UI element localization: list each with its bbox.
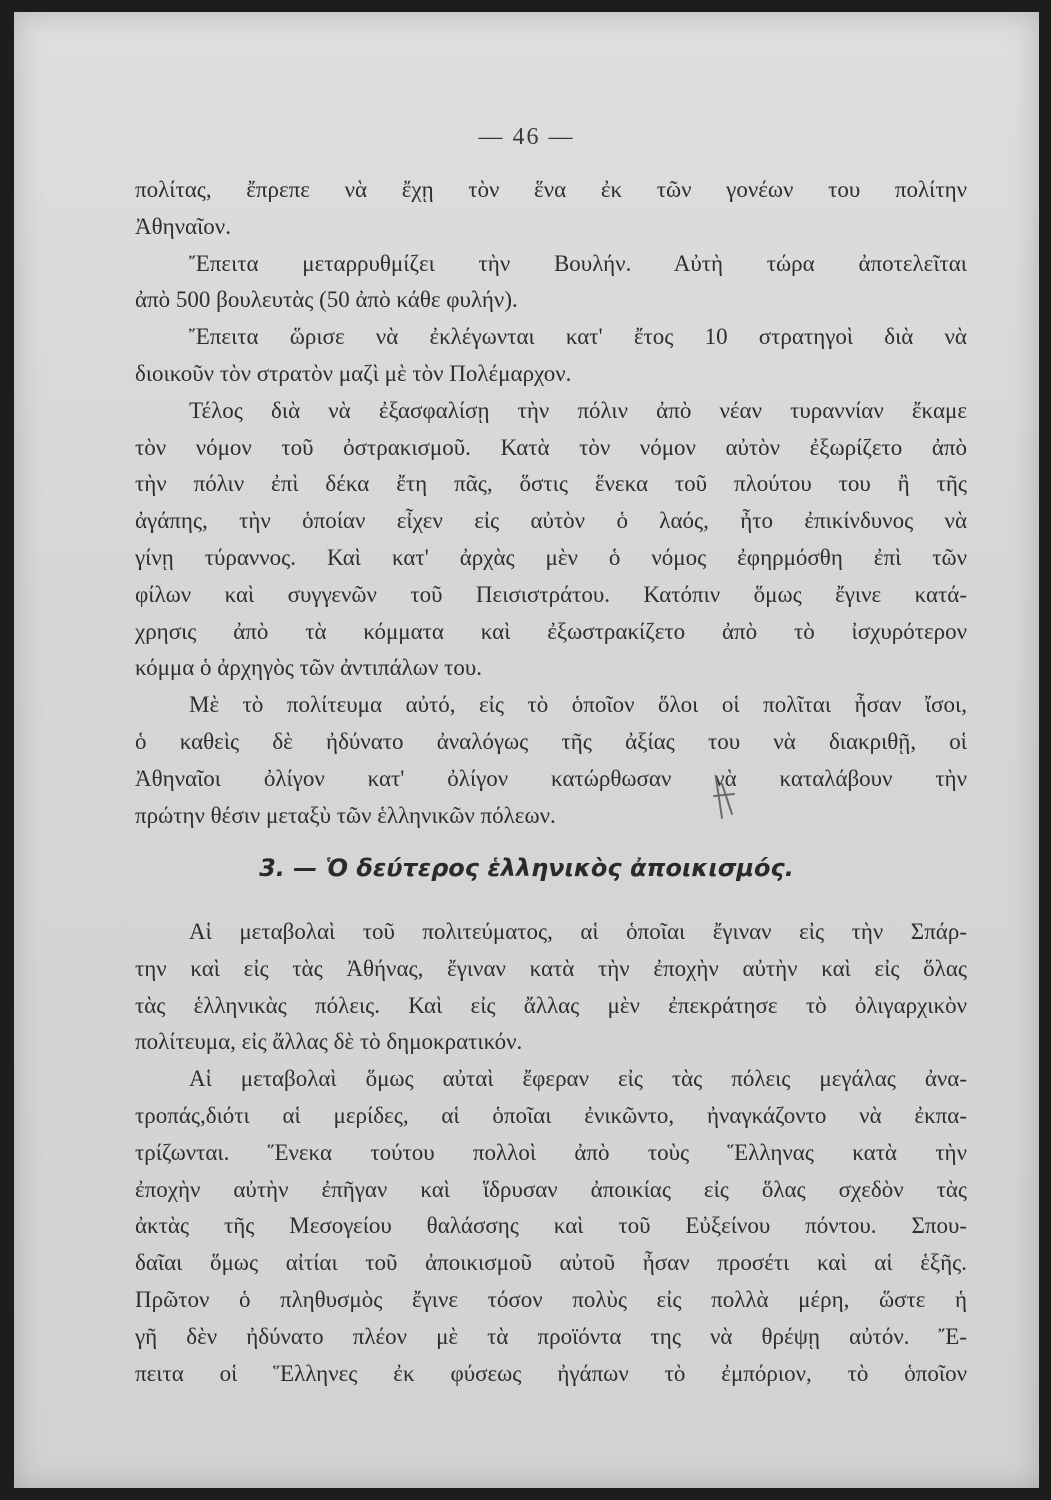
text-line: τὸν νόμον τοῦ ὀστρακισμοῦ. Κατὰ τὸν νόμον αὐτὸν ἐξωρίζετο ἀπὸ: [135, 434, 967, 460]
text-line: πολίτευμα, εἰς ἄλλας δὲ τὸ δημοκρατικόν.: [135, 1029, 523, 1055]
text-line: Πρῶτον ὁ πληθυσμὸς ἔγινε τόσον πολὺς εἰς πολλὰ μέρη, ὥστε ἡ: [135, 1286, 967, 1312]
text-line: Ἀθηναῖοι ὀλίγον κατ' ὀλίγον κατώρθωσαν νὰ καταλάβουν τὴν: [135, 765, 967, 791]
text-line: Ἀθηναῖον.: [135, 213, 231, 239]
text-line: Ἔπειτα μεταρρυθμίζει τὴν Βουλήν. Αὐτὴ τώρα ἀποτελεῖται: [189, 250, 967, 276]
text-line: ἀκτὰς τῆς Μεσογείου θαλάσσης καὶ τοῦ Εὐξείνου πόντου. Σπου-: [135, 1213, 967, 1239]
text-line: ἐποχὴν αὐτὴν ἐπῆγαν καὶ ἵδρυσαν ἀποικίας εἰς ὅλας σχεδὸν τὰς: [135, 1176, 967, 1202]
text-line: γῆ δὲν ἠδύνατο πλέον μὲ τὰ προϊόντα της νὰ θρέψῃ αὐτόν. Ἔ-: [135, 1323, 967, 1349]
section-heading: 3. — Ὁ δεύτερος ἑλληνικὸς ἀποικισμός.: [259, 854, 794, 882]
text-line: δαῖαι ὅμως αἰτίαι τοῦ ἀποικισμοῦ αὐτοῦ ἦσαν προσέτι καὶ αἱ ἑξῆς.: [135, 1250, 967, 1276]
book-page: [14, 12, 1039, 1488]
text-block-lower: [135, 914, 967, 1392]
text-line: τροπάς,διότι αἱ μερίδες, αἱ ὁποῖαι ἐνικῶντο, ἠναγκάζοντο νὰ ἐκπα-: [135, 1102, 967, 1128]
text-line: Αἱ μεταβολαὶ ὅμως αὐταὶ ἔφεραν εἰς τὰς πόλεις μεγάλας ἀνα-: [189, 1066, 967, 1092]
text-line: πολίτας, ἔπρεπε νὰ ἔχῃ τὸν ἕνα ἐκ τῶν γονέων του πολίτην: [135, 177, 967, 202]
text-line: κόμμα ὁ ἀρχηγὸς τῶν ἀντιπάλων του.: [135, 655, 482, 681]
text-line: Αἱ μεταβολαὶ τοῦ πολιτεύματος, αἱ ὁποῖαι ἔγιναν εἰς τὴν Σπάρ-: [189, 919, 967, 944]
text-line: διοικοῦν τὸν στρατὸν μαζὶ μὲ τὸν Πολέμαρχον.: [135, 360, 572, 386]
text-line: Μὲ τὸ πολίτευμα αὐτό, εἰς τὸ ὁποῖον ὅλοι οἱ πολῖται ἦσαν ἴσοι,: [189, 692, 967, 718]
text-line: φίλων καὶ συγγενῶν τοῦ Πεισιστράτου. Κατόπιν ὅμως ἔγινε κατά-: [135, 581, 967, 607]
pencil-mark: [710, 774, 740, 822]
page-number: — 46 —: [478, 124, 575, 150]
text-line: τρίζωνται. Ἕνεκα τούτου πολλοὶ ἀπὸ τοὺς Ἕλληνας κατὰ τὴν: [135, 1139, 967, 1165]
text-line: πειτα οἱ Ἕλληνες ἐκ φύσεως ἠγάπων τὸ ἐμπόριον, τὸ ὁποῖον: [135, 1360, 967, 1386]
text-line: ὁ καθεὶς δὲ ἠδύνατο ἀναλόγως τῆς ἀξίας του νὰ διακριθῇ, οἱ: [135, 728, 967, 754]
text-line: την καὶ εἰς τὰς Ἀθήνας, ἔγιναν κατὰ τὴν ἐποχὴν αὐτὴν καὶ εἰς ὅλας: [135, 955, 967, 981]
text-line: γίνῃ τύραννος. Καὶ κατ' ἀρχὰς μὲν ὁ νόμος ἐφηρμόσθη ἐπὶ τῶν: [135, 544, 967, 570]
text-line: τὰς ἑλληνικὰς πόλεις. Καὶ εἰς ἄλλας μὲν ἐπεκράτησε τὸ ὀλιγαρχικὸν: [135, 992, 967, 1018]
text-line: ἀπὸ 500 βουλευτὰς (50 ἀπὸ κάθε φυλήν).: [135, 287, 518, 313]
text-line: Τέλος διὰ νὰ ἐξασφαλίσῃ τὴν πόλιν ἀπὸ νέαν τυραννίαν ἔκαμε: [189, 397, 967, 423]
text-line: τὴν πόλιν ἐπὶ δέκα ἔτη πᾶς, ὅστις ἕνεκα τοῦ πλούτου του ἢ τῆς: [135, 471, 967, 497]
text-block-upper: [135, 172, 967, 834]
text-line: ἀγάπης, τὴν ὁποίαν εἶχεν εἰς αὐτὸν ὁ λαός, ἦτο ἐπικίνδυνος νὰ: [135, 508, 967, 534]
text-line: πρώτην θέσιν μεταξὺ τῶν ἑλληνικῶν πόλεων.: [135, 802, 556, 828]
text-line: χρησις ἀπὸ τὰ κόμματα καὶ ἐξωστρακίζετο ἀπὸ τὸ ἰσχυρότερον: [135, 618, 967, 644]
text-line: Ἔπειτα ὥρισε νὰ ἐκλέγωνται κατ' ἔτος 10 στρατηγοὶ διὰ νὰ: [189, 324, 967, 350]
